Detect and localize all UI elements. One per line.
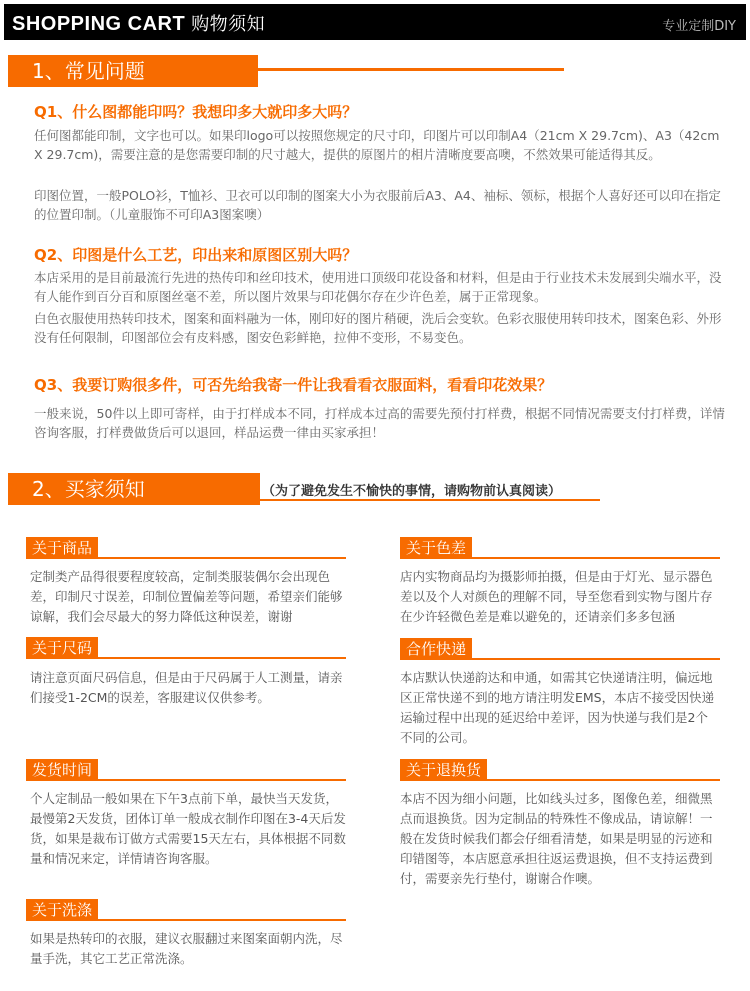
header-bar: [4, 4, 746, 40]
tag-shipping: 发货时间: [26, 759, 98, 781]
tag-washing: 关于洗涤: [26, 899, 98, 921]
tag-color-underline: [400, 557, 720, 559]
tag-product-underline: [26, 557, 346, 559]
header-subtitle: 专业定制DIY: [662, 19, 736, 34]
faq-q2-answer-1: 本店采用的是目前最流行先进的热传印和丝印技术，使用进口顶级印花设备和材料，但是由于行业技术未发展到尖端水平，没有人能作到百分百和原图丝毫不差，所以图片效果与印花偶尔存在少许色差，属于正常现象。: [34, 270, 722, 304]
brand-title: SHOPPING CART 购物须知: [12, 13, 266, 35]
section-faq-divider: [258, 68, 564, 71]
section-buyer-title: 2、买家须知: [8, 473, 260, 505]
tag-product: 关于商品: [26, 537, 98, 559]
tag-courier: 合作快递: [400, 638, 472, 660]
text-shipping: 个人定制品一般如果在下午3点前下单，最快当天发货，最慢第2天发货，团体订单一般成衣制作印图在3-4天后发货，如果是裁布订做方式需要15天左右，具体根据不同数量和情况来定，详情请咨询客服。: [30, 791, 346, 866]
tag-size: 关于尺码: [26, 637, 98, 659]
tag-returns-underline: [400, 779, 720, 781]
faq-q1-answer-1: 任何图都能印制，文字也可以。如果印logo可以按照您规定的尺寸印，印图片可以印制A4（21cm X 29.7cm)、A3（42cm X 29.7cm)，需要注意的是您需要印制的尺寸越大，提供的原图片的相片清晰度要高噢，不然效果可能适得其反。: [34, 128, 720, 162]
tag-size-underline: [26, 657, 346, 659]
tag-washing-underline: [26, 919, 346, 921]
text-returns: 本店不因为细小问题，比如线头过多，图像色差，细微黑点而退换货。因为定制品的特殊性不像成品，请谅解！一般在发货时候我们都会仔细看清楚，如果是明显的污迹和印错图等，本店愿意承担往返运费退换，但不支持运费到付，需要亲先行垫付，谢谢合作噢。: [400, 791, 713, 886]
text-product: 定制类产品得很要程度较高，定制类服装偶尔会出现色差，印制尺寸误差，印制位置偏差等问题，希望亲们能够谅解，我们会尽最大的努力降低这种误差，谢谢: [30, 569, 343, 624]
faq-q3-answer: 一般来说，50件以上即可寄样，由于打样成本不同，打样成本过高的需要先预付打样费，根据不同情况需要支付打样费，详情咨询客服，打样费做货后可以退回，样品运费一律由买家承担！: [34, 406, 725, 440]
section-buyer-note: （为了避免发生不愉快的事情，请购物前认真阅读）: [262, 484, 562, 499]
tag-returns: 关于退换货: [400, 759, 487, 781]
tag-color: 关于色差: [400, 537, 472, 559]
faq-q1-question: Q1、什么图都能印吗？我想印多大就印多大吗？: [34, 103, 358, 121]
text-washing: 如果是热转印的衣服，建议衣服翻过来图案面朝内洗，尽量手洗，其它工艺正常洗涤。: [30, 931, 343, 966]
section-buyer-divider: [260, 499, 600, 501]
text-size: 请注意页面尺码信息，但是由于尺码属于人工测量，请亲们接受1-2CM的误差，客服建议仅供参考。: [30, 670, 343, 705]
text-color: 店内实物商品均为摄影师拍摄，但是由于灯光、显示器色差以及个人对颜色的理解不同，导至您看到实物与图片存在少许轻微色差是难以避免的，还请亲们多多包涵: [400, 569, 713, 624]
faq-q1-answer-2: 印图位置，一般POLO衫，T恤衫、卫衣可以印制的图案大小为衣服前后A3、A4、袖标、领标，根据个人喜好还可以印在指定的位置印制。（儿童服饰不可印A3图案噢）: [34, 188, 721, 222]
tag-shipping-underline: [26, 779, 346, 781]
tag-courier-underline: [400, 658, 720, 660]
faq-q2-answer-2: 白色衣服使用热转印技术，图案和面料融为一体，刚印好的图片稍硬，洗后会变软。色彩衣服使用转印技术，图案色彩、外形没有任何限制，印图部位会有皮料感，图安色彩鲜艳，拉伸不变形，不易变色。: [34, 311, 722, 345]
section-faq-title: 1、常见问题: [8, 55, 258, 87]
faq-q3-question: Q3、我要订购很多件，可否先给我寄一件让我看看衣服面料，看看印花效果？: [34, 376, 553, 394]
faq-q2-question: Q2、印图是什么工艺，印出来和原图区别大吗？: [34, 246, 358, 264]
brand-subtitle-cn: 购物须知: [191, 14, 266, 34]
text-courier: 本店默认快递韵达和申通，如需其它快递请注明，偏远地区正常快递不到的地方请注明发EMS，本店不接受因快递运输过程中出现的延迟给中差评，因为快递与我们是2个不同的公司。: [400, 670, 715, 745]
